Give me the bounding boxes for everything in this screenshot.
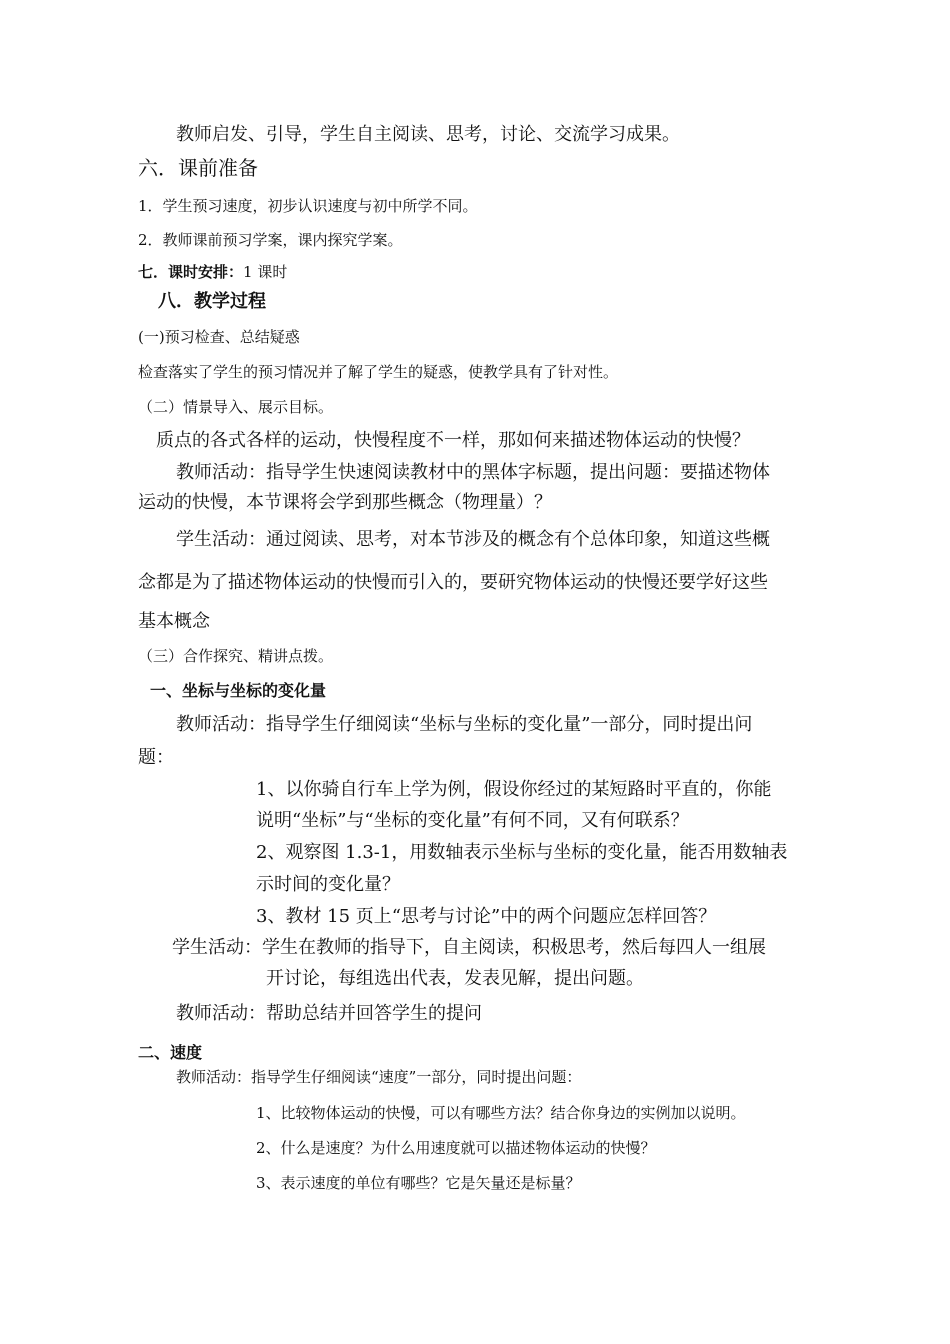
section-8-title: 八．教学过程: [158, 291, 266, 312]
student-activity-1-line-3: 基本概念: [138, 611, 210, 632]
topic-1-student-line-2: 开讨论，每组选出代表，发表见解，提出问题。: [266, 968, 644, 989]
teaching-method-line: 教师启发、引导，学生自主阅读、思考，讨论、交流学习成果。: [176, 124, 680, 145]
part-2-intro: 质点的各式各样的运动，快慢程度不一样，那如何来描述物体运动的快慢？: [156, 430, 750, 451]
topic-2-teacher: 教师活动：指导学生仔细阅读“速度”一部分，同时提出问题：: [176, 1068, 582, 1086]
topic-1-teacher-2: 教师活动：帮助总结并回答学生的提问: [176, 1003, 482, 1024]
teacher-activity-1-line-1: 教师活动：指导学生快速阅读教材中的黑体字标题，提出问题：要描述物体: [176, 462, 770, 483]
section-7-line: [138, 265, 287, 280]
topic-2-title: 二、速度: [138, 1043, 203, 1062]
topic-1-title: 一、坐标与坐标的变化量: [150, 681, 327, 700]
topic-1-teacher-line-1: 教师活动：指导学生仔细阅读“坐标与坐标的变化量”一部分，同时提出问: [176, 714, 753, 735]
topic-2-question-1: 1、比较物体运动的快慢，可以有哪些方法？结合你身边的实例加以说明。: [256, 1104, 746, 1122]
topic-1-question-2-line-2: 示时间的变化量？: [256, 874, 400, 895]
topic-1-teacher-line-2: 题：: [138, 747, 174, 768]
topic-1-question-1-line-2: 说明“坐标”与“坐标的变化量”有何不同，又有何联系？: [256, 810, 689, 831]
part-1-title: (一)预习检查、总结疑惑: [138, 328, 300, 346]
topic-1-question-2-line-1: 2、观察图 1.3-1，用数轴表示坐标与坐标的变化量，能否用数轴表: [256, 842, 788, 863]
topic-1-student-line-1: 学生活动：学生在教师的指导下，自主阅读，积极思考，然后每四人一组展: [172, 937, 766, 958]
teacher-activity-1-line-2: 运动的快慢，本节课将会学到那些概念（物理量）？: [138, 492, 552, 513]
section-7-value: 1 课时: [243, 263, 288, 281]
section-7-label: 七．课时安排：: [138, 263, 244, 281]
section-6-title: 六．课前准备: [138, 156, 258, 180]
topic-2-question-3: 3、表示速度的单位有哪些？它是矢量还是标量？: [256, 1174, 581, 1192]
part-2-title: （二）情景导入、展示目标。: [138, 398, 334, 416]
section-6-item-1: 1．学生预习速度，初步认识速度与初中所学不同。: [138, 197, 478, 215]
topic-1-question-3: 3、教材 15 页上“思考与讨论”中的两个问题应怎样回答？: [256, 906, 717, 927]
student-activity-1-line-2: 念都是为了描述物体运动的快慢而引入的，要研究物体运动的快慢还要学好这些: [138, 572, 768, 593]
section-6-item-2: 2．教师课前预习学案，课内探究学案。: [138, 231, 403, 249]
student-activity-1-line-1: 学生活动：通过阅读、思考，对本节涉及的概念有个总体印象，知道这些概: [176, 529, 770, 550]
part-3-title: （三）合作探究、精讲点拨。: [138, 647, 334, 665]
topic-1-question-1-line-1: 1、以你骑自行车上学为例，假设你经过的某短路时平直的，你能: [256, 779, 772, 800]
topic-2-question-2: 2、什么是速度？为什么用速度就可以描述物体运动的快慢？: [256, 1139, 656, 1157]
part-1-text: 检查落实了学生的预习情况并了解了学生的疑惑，使教学具有了针对性。: [138, 363, 619, 381]
